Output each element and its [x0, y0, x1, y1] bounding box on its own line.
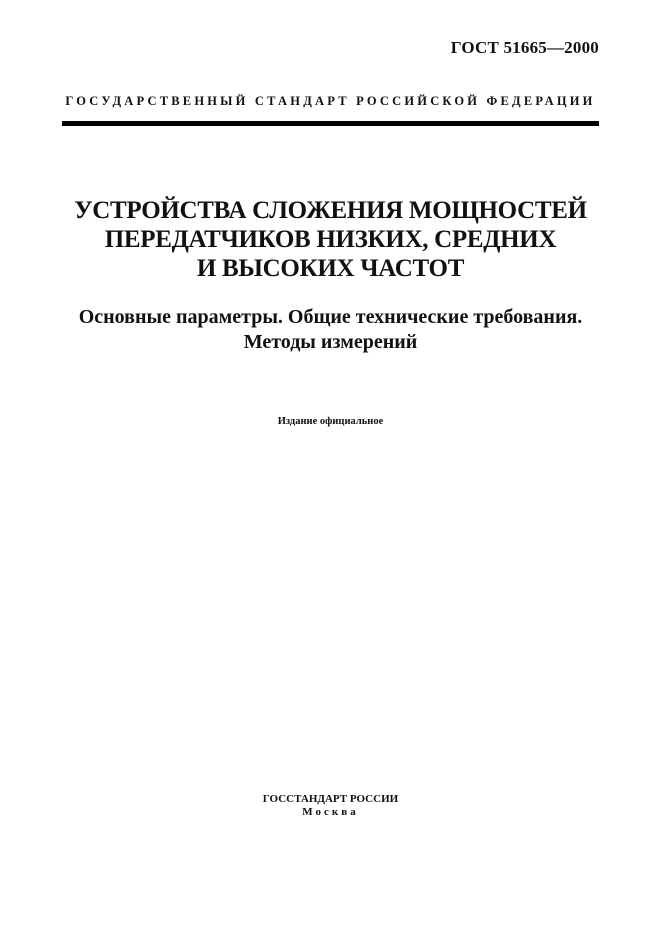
publisher-name: ГОССТАНДАРТ РОССИИ	[262, 793, 399, 805]
subtitle-line: Методы измерений	[243, 331, 418, 353]
title-line: УСТРОЙСТВА СЛОЖЕНИЯ МОЩНОСТЕЙ	[74, 197, 587, 224]
publisher-city: Москва	[302, 806, 359, 818]
edition-note: Издание официальное	[277, 416, 384, 427]
subtitle-line: Основные параметры. Общие технические требования.	[78, 306, 583, 328]
title-line: ПЕРЕДАТЧИКОВ НИЗКИХ, СРЕДНИХ	[104, 226, 557, 253]
standard-code: ГОСТ 51665—2000	[450, 38, 599, 57]
title-line: И ВЫСОКИХ ЧАСТОТ	[196, 255, 465, 282]
agency-name: ГОСУДАРСТВЕННЫЙ СТАНДАРТ РОССИЙСКОЙ ФЕДЕРАЦИИ	[65, 94, 596, 108]
document-title	[0, 196, 661, 283]
document-subtitle	[0, 305, 661, 355]
header-rule	[62, 121, 599, 126]
